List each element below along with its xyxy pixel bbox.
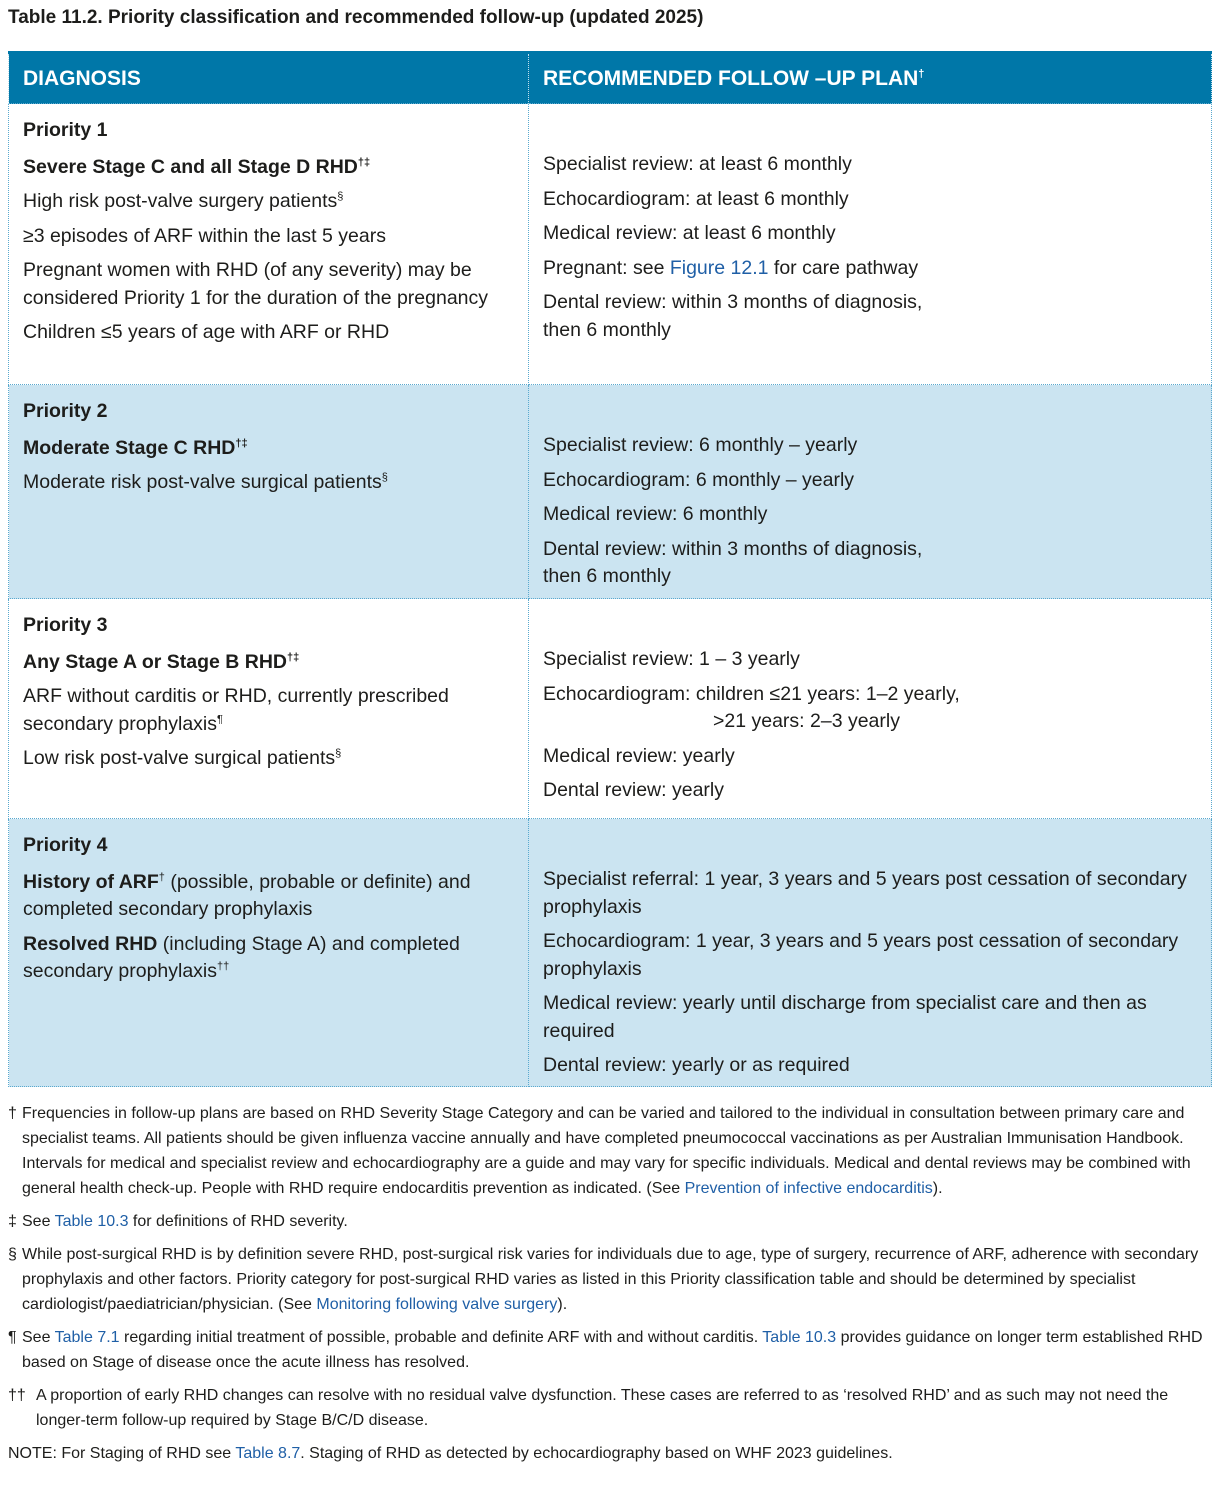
footnote-double-dagger-pair: †† A proportion of early RHD changes can resolve with no residual valve dysfunction. These cases are referred to as ‘resolved RHD’ and as such may not need the longer-term follow-up required by Stage B/C/D disease.	[8, 1387, 1169, 1429]
plan-cell	[529, 819, 1212, 1087]
plan-item: Specialist review: 6 monthly – yearly	[543, 434, 858, 456]
plan-item: Pregnant: see Figure 12.1 for care pathway	[543, 256, 919, 279]
plan-item: Specialist review: 1 – 3 yearly	[543, 648, 800, 670]
diagnosis-item: ≥3 episodes of ARF within the last 5 years	[23, 224, 386, 247]
plan-item: Dental review: yearly	[543, 779, 724, 801]
diagnosis-heading: Any Stage A or Stage B RHD†‡	[23, 650, 300, 673]
table-10-3-link[interactable]: Table 10.3	[54, 1213, 129, 1230]
diagnosis-cell	[9, 599, 529, 819]
diagnosis-cell	[9, 819, 529, 1087]
header-plan: RECOMMENDED FOLLOW –UP PLAN†	[529, 53, 1212, 104]
plan-item: Dental review: within 3 months of diagnosis, then 6 monthly	[543, 291, 923, 341]
priority-label: Priority 4	[23, 834, 108, 856]
plan-item: Echocardiogram: at least 6 monthly	[543, 187, 849, 210]
plan-item: Specialist review: at least 6 monthly	[543, 153, 852, 175]
plan-cell	[529, 385, 1212, 599]
footnote-dagger: † Frequencies in follow-up plans are based on RHD Severity Stage Category and can be varied and tailored to the individual in consultation between primary care and specialist teams. All patients should be given influenza vaccine annually and have completed pneumococcal vaccinations as per Australian Immunisation Handbook. Intervals for medical and specialist review and echocardiography are a guide and may vary for specific individuals. Medical and dental reviews may be combined with general health check-up. People with RHD require endocarditis prevention as indicated. (See Prevention of infective endocarditis).	[8, 1105, 1191, 1197]
footnote-note: NOTE: For Staging of RHD see Table 8.7. Staging of RHD as detected by echocardiography based on WHF 2023 guidelines.	[8, 1445, 893, 1462]
footnote-section: § While post-surgical RHD is by definition severe RHD, post-surgical risk varies for individuals due to age, type of surgery, recurrence of ARF, adherence with secondary prophylaxis and other factors. Priority category for post-surgical RHD varies as listed in this Priority classification table and should be determined by specialist cardiologist/paediatrician/physician. (See Monitoring following valve surgery).	[8, 1246, 1199, 1313]
diagnosis-item: Low risk post-valve surgical patients§	[23, 747, 342, 769]
table-row-priority-2	[9, 385, 1212, 599]
priority-label: Priority 2	[23, 400, 108, 422]
table-title: Table 11.2. Priority classification and recommended follow-up (updated 2025)	[8, 7, 704, 28]
priority-label: Priority 3	[23, 614, 108, 636]
table-10-3-link[interactable]: Table 10.3	[762, 1329, 837, 1346]
table-row-priority-3	[9, 599, 1212, 819]
plan-item: Dental review: within 3 months of diagnosis, then 6 monthly	[543, 537, 923, 587]
priority-label: Priority 1	[23, 119, 108, 141]
diagnosis-item: History of ARF† (possible, probable or definite) and completed secondary prophylaxis	[23, 870, 471, 920]
diagnosis-item: ARF without carditis or RHD, currently prescribed secondary prophylaxis¶	[23, 685, 449, 735]
diagnosis-cell	[9, 104, 529, 385]
plan-item: Echocardiogram: children ≤21 years: 1–2 yearly, >21 years: 2–3 yearly	[543, 682, 960, 732]
endocarditis-link[interactable]: Prevention of infective endocarditis	[684, 1180, 933, 1197]
plan-item: Echocardiogram: 6 monthly – yearly	[543, 468, 855, 491]
table-7-1-link[interactable]: Table 7.1	[54, 1329, 120, 1346]
plan-item: Medical review: 6 monthly	[543, 503, 768, 525]
diagnosis-heading: Severe Stage C and all Stage D RHD†‡	[23, 155, 371, 178]
plan-item: Medical review: at least 6 monthly	[543, 222, 836, 244]
footnotes	[8, 1101, 1208, 1474]
plan-cell	[529, 104, 1212, 385]
footnote-double-dagger: ‡ See Table 10.3 for definitions of RHD severity.	[8, 1213, 348, 1230]
priority-table	[8, 51, 1212, 1087]
diagnosis-cell	[9, 385, 529, 599]
footnote-pilcrow: ¶ See Table 7.1 regarding initial treatment of possible, probable and definite ARF with and without carditis. Table 10.3 provides guidance on longer term established RHD based on Stage of disease once the acute illness has resolved.	[8, 1329, 1203, 1371]
plan-item: Medical review: yearly until discharge from specialist care and then as required	[543, 992, 1147, 1042]
diagnosis-item: Resolved RHD (including Stage A) and completed secondary prophylaxis††	[23, 932, 460, 982]
table-header-row	[9, 53, 1212, 104]
table-8-7-link[interactable]: Table 8.7	[235, 1445, 301, 1462]
table-row-priority-4	[9, 819, 1212, 1087]
plan-item: Specialist referral: 1 year, 3 years and 5 years post cessation of secondary prophylaxis	[543, 868, 1187, 918]
plan-cell	[529, 599, 1212, 819]
diagnosis-item: Pregnant women with RHD (of any severity) may be considered Priority 1 for the duration of the pregnancy	[23, 259, 489, 309]
figure-link[interactable]: Figure 12.1	[669, 256, 769, 279]
diagnosis-item: Moderate risk post-valve surgical patients§	[23, 471, 388, 493]
diagnosis-heading: Moderate Stage C RHD†‡	[23, 436, 248, 459]
diagnosis-item: High risk post-valve surgery patients§	[23, 190, 344, 212]
plan-item: Medical review: yearly	[543, 744, 735, 767]
plan-item: Dental review: yearly or as required	[543, 1054, 850, 1076]
header-diagnosis: DIAGNOSIS	[9, 53, 529, 104]
diagnosis-item: Children ≤5 years of age with ARF or RHD	[23, 321, 390, 343]
table-row-priority-1	[9, 104, 1212, 385]
valve-surgery-link[interactable]: Monitoring following valve surgery	[316, 1296, 558, 1313]
plan-item: Echocardiogram: 1 year, 3 years and 5 years post cessation of secondary prophylaxis	[543, 930, 1179, 980]
